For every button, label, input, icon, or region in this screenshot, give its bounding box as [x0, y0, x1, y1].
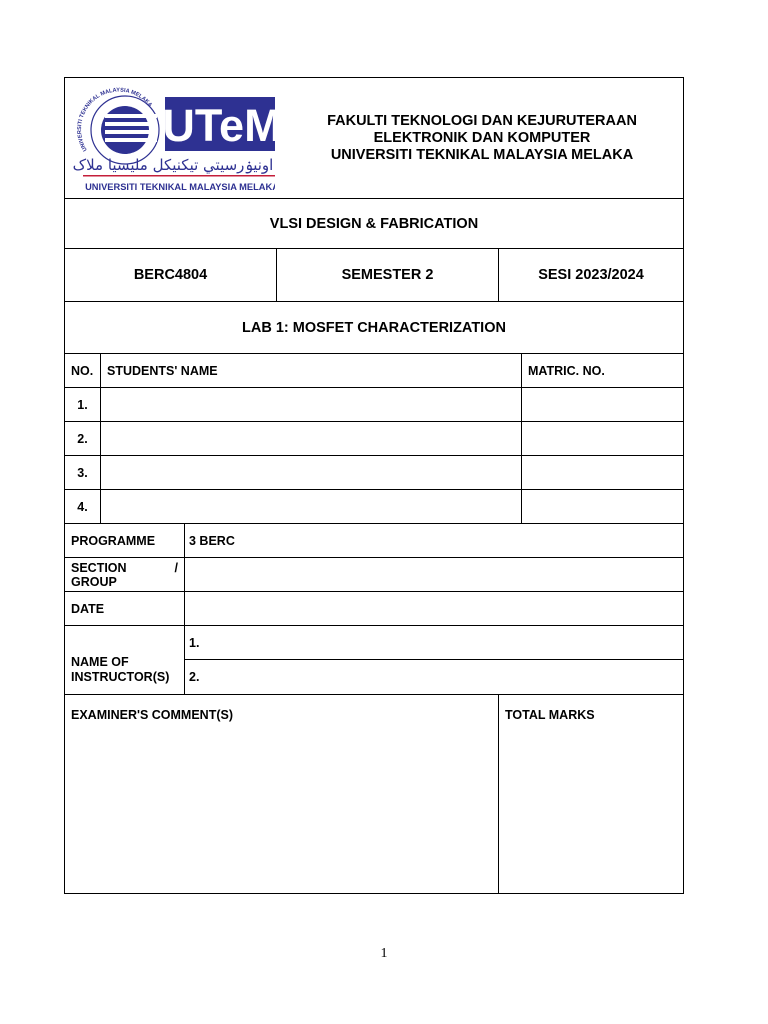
student-name-field[interactable] — [101, 456, 522, 489]
faculty-name — [281, 113, 683, 164]
instructor-lines — [185, 626, 683, 694]
logo-ring-text: UNIVERSITI TEKNIKAL MALAYSIA MELAKA — [76, 86, 153, 152]
date-label: DATE — [65, 592, 185, 625]
student-name-field[interactable] — [101, 388, 522, 421]
university-logo — [65, 78, 275, 199]
logo-arabic-text: اونيۏرسيتي تيكنيكل مليسيا ملاک — [72, 155, 274, 174]
table-row — [65, 422, 683, 456]
programme-row — [65, 524, 683, 558]
lab-cover-form — [64, 77, 684, 894]
course-info-row — [65, 249, 683, 302]
assessment-row — [65, 695, 683, 893]
student-matric-field[interactable] — [522, 490, 683, 523]
programme-value[interactable]: 3 BERC — [189, 533, 235, 548]
session: SESI 2023/2024 — [538, 267, 644, 283]
section-value[interactable] — [185, 558, 683, 591]
page-number: 1 — [380, 946, 388, 961]
programme-label: PROGRAMME — [65, 524, 185, 557]
student-no: 2. — [65, 422, 101, 455]
instructor-row — [65, 626, 683, 695]
group-label-text: GROUP — [71, 574, 117, 589]
section-label-text: SECTION — [71, 560, 127, 575]
table-row — [65, 456, 683, 490]
faculty-line-2: ELEKTRONIK DAN KOMPUTER — [373, 129, 591, 146]
col-no-header: NO. — [65, 354, 101, 387]
examiner-comments-box[interactable]: EXAMINER'S COMMENT(S) — [65, 695, 499, 893]
section-row — [65, 558, 683, 592]
date-value[interactable] — [185, 592, 683, 625]
col-name-header: STUDENTS' NAME — [101, 354, 522, 387]
student-matric-field[interactable] — [522, 388, 683, 421]
course-title-row — [65, 199, 683, 249]
total-marks-box[interactable]: TOTAL MARKS — [505, 708, 595, 722]
table-row — [65, 388, 683, 422]
logo-wordmark: UTeM — [162, 99, 275, 151]
col-matric-header: MATRIC. NO. — [528, 363, 605, 378]
section-label — [65, 558, 185, 591]
instructor-label: NAME OF INSTRUCTOR(S) — [65, 626, 185, 694]
logo-caption: UNIVERSITI TEKNIKAL MALAYSIA MELAKA — [85, 181, 275, 192]
utem-logo-icon — [65, 78, 275, 199]
header-row — [65, 78, 683, 199]
student-no: 1. — [65, 388, 101, 421]
student-name-field[interactable] — [101, 490, 522, 523]
student-matric-field[interactable] — [522, 422, 683, 455]
student-matric-field[interactable] — [522, 456, 683, 489]
faculty-line-3: UNIVERSITI TEKNIKAL MALAYSIA MELAKA — [330, 146, 634, 163]
section-label-slash: / — [174, 560, 178, 575]
course-code: BERC4804 — [65, 249, 277, 301]
faculty-line-1: FAKULTI TEKNOLOGI DAN KEJURUTERAAN — [327, 112, 637, 129]
instructor-1-field[interactable]: 1. — [185, 626, 683, 660]
date-row — [65, 592, 683, 626]
instructor-2-field[interactable]: 2. — [189, 670, 200, 684]
course-title: VLSI DESIGN & FABRICATION — [269, 215, 479, 232]
student-name-field[interactable] — [101, 422, 522, 455]
student-no: 4. — [65, 490, 101, 523]
lab-title-row — [65, 302, 683, 354]
lab-title: LAB 1: MOSFET CHARACTERIZATION — [242, 319, 506, 336]
students-header-row — [65, 354, 683, 388]
student-no: 3. — [65, 456, 101, 489]
semester: SEMESTER 2 — [277, 249, 499, 301]
table-row — [65, 490, 683, 524]
